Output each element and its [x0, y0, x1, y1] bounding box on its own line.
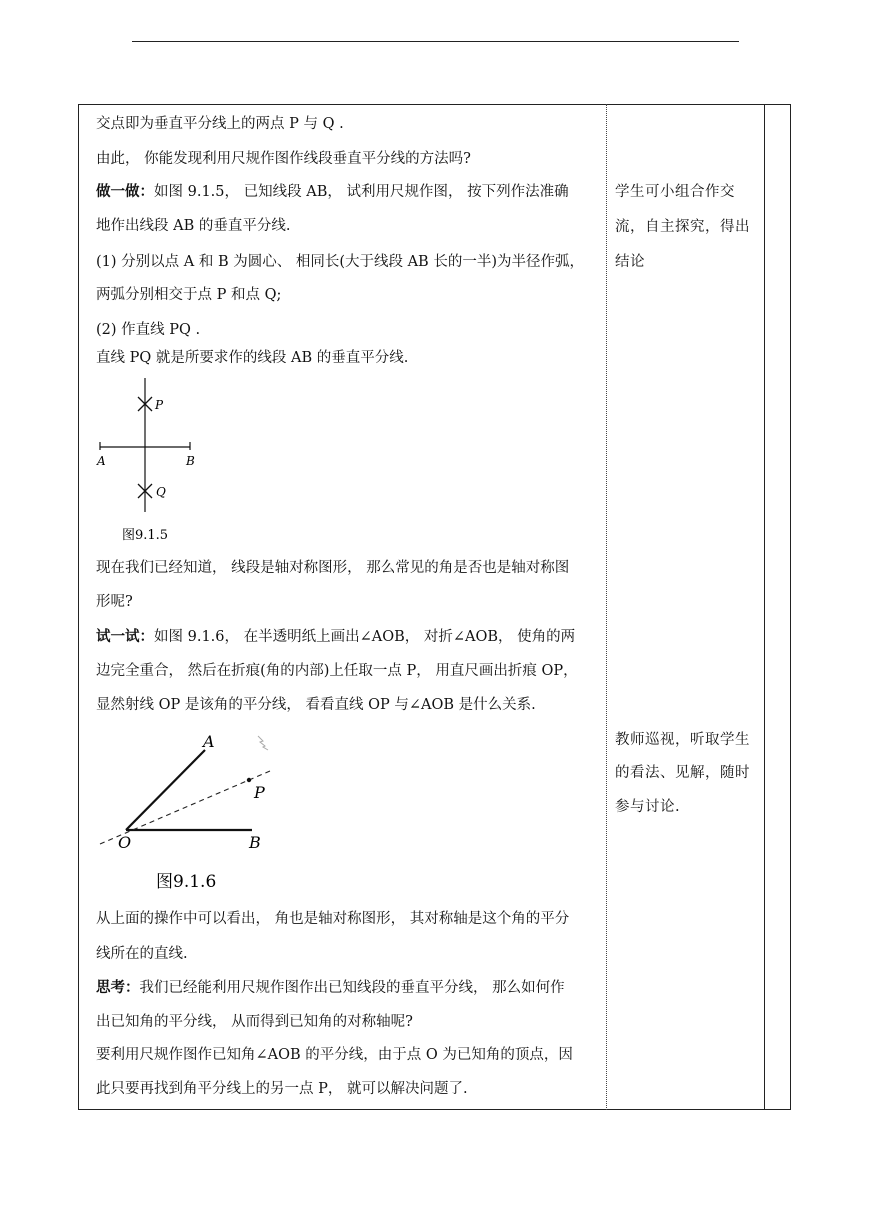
label-q: Q [156, 485, 166, 499]
text-line: 线所在的直线. [96, 946, 188, 962]
activity-label: 思考： [96, 979, 140, 996]
text-line: 要利用尺规作图作已知角∠AOB 的平分线，由于点 O 为已知角的顶点，因 [96, 1047, 573, 1063]
page-header-rule [132, 41, 739, 42]
text-line: 交点即为垂直平分线上的两点 P 与 Q . [96, 116, 344, 132]
label-b: B [249, 833, 261, 852]
text-line: 现在我们已经知道， 线段是轴对称图形， 那么常见的角是否也是轴对称图 [96, 560, 570, 576]
label-o: O [118, 833, 132, 852]
figure-caption: 图9.1.5 [122, 528, 169, 543]
column-divider-dotted [606, 104, 607, 1110]
side-note-line: 结论 [615, 254, 645, 270]
figure-caption: 图9.1.6 [156, 872, 217, 892]
point-p [247, 778, 251, 782]
text-line: 此只要再找到角平分线上的另一点 P， 就可以解决问题了. [96, 1081, 468, 1097]
label-p: P [155, 398, 164, 412]
side-note-line: 的看法、见解，随时 [615, 765, 750, 781]
text-line: (1) 分别以点 A 和 B 为圆心、 相同长(大于线段 AB 长的一半)为半径作弧， [96, 254, 584, 270]
text-line: 做一做：如图 9.1.5， 已知线段 AB， 试利用尺规作图， 按下列作法准确 [96, 183, 569, 200]
text-line: 从上面的操作中可以看出， 角也是轴对称图形， 其对称轴是这个角的平分 [96, 911, 570, 927]
text-line: (2) 作直线 PQ . [96, 322, 201, 338]
text-line: 出已知角的平分线， 从而得到已知角的对称轴呢? [96, 1014, 413, 1030]
label-b: B [186, 454, 195, 468]
activity-label: 做一做： [96, 183, 154, 200]
text-line: 思考：我们已经能利用尺规作图作出已知线段的垂直平分线， 那么如何作 [96, 979, 565, 996]
text-line: 直线 PQ 就是所要求作的线段 AB 的垂直平分线. [96, 350, 409, 366]
label-a: A [203, 732, 215, 751]
side-note-line: 流，自主探究，得出 [615, 219, 750, 235]
text-line: 形呢? [96, 594, 133, 610]
fold-mark [258, 736, 268, 750]
text-line: 试一试：如图 9.1.6， 在半透明纸上画出∠AOB， 对折∠AOB， 使角的两 [96, 628, 576, 645]
side-note-line: 参与讨论. [615, 799, 681, 815]
text-line: 地作出线段 AB 的垂直平分线. [96, 218, 291, 234]
text-line: 显然射线 OP 是该角的平分线， 看看直线 OP 与∠AOB 是什么关系. [96, 697, 536, 713]
side-note-line: 学生可小组合作交 [615, 184, 735, 200]
figure-9-1-5 [88, 370, 218, 550]
label-a: A [97, 454, 106, 468]
text-line: 边完全重合， 然后在折痕(角的内部)上任取一点 P， 用直尺画出折痕 OP， [96, 663, 578, 679]
side-note-line: 教师巡视，听取学生 [615, 732, 750, 748]
ray-oa [126, 750, 205, 830]
figure-9-1-6 [92, 728, 292, 893]
text-line: 两弧分别相交于点 P 和点 Q; [96, 287, 282, 303]
label-p: P [254, 783, 265, 802]
activity-label: 试一试： [96, 628, 154, 645]
text-line: 由此， 你能发现利用尺规作图作线段垂直平分线的方法吗? [96, 151, 471, 167]
column-divider-solid [764, 104, 765, 1110]
